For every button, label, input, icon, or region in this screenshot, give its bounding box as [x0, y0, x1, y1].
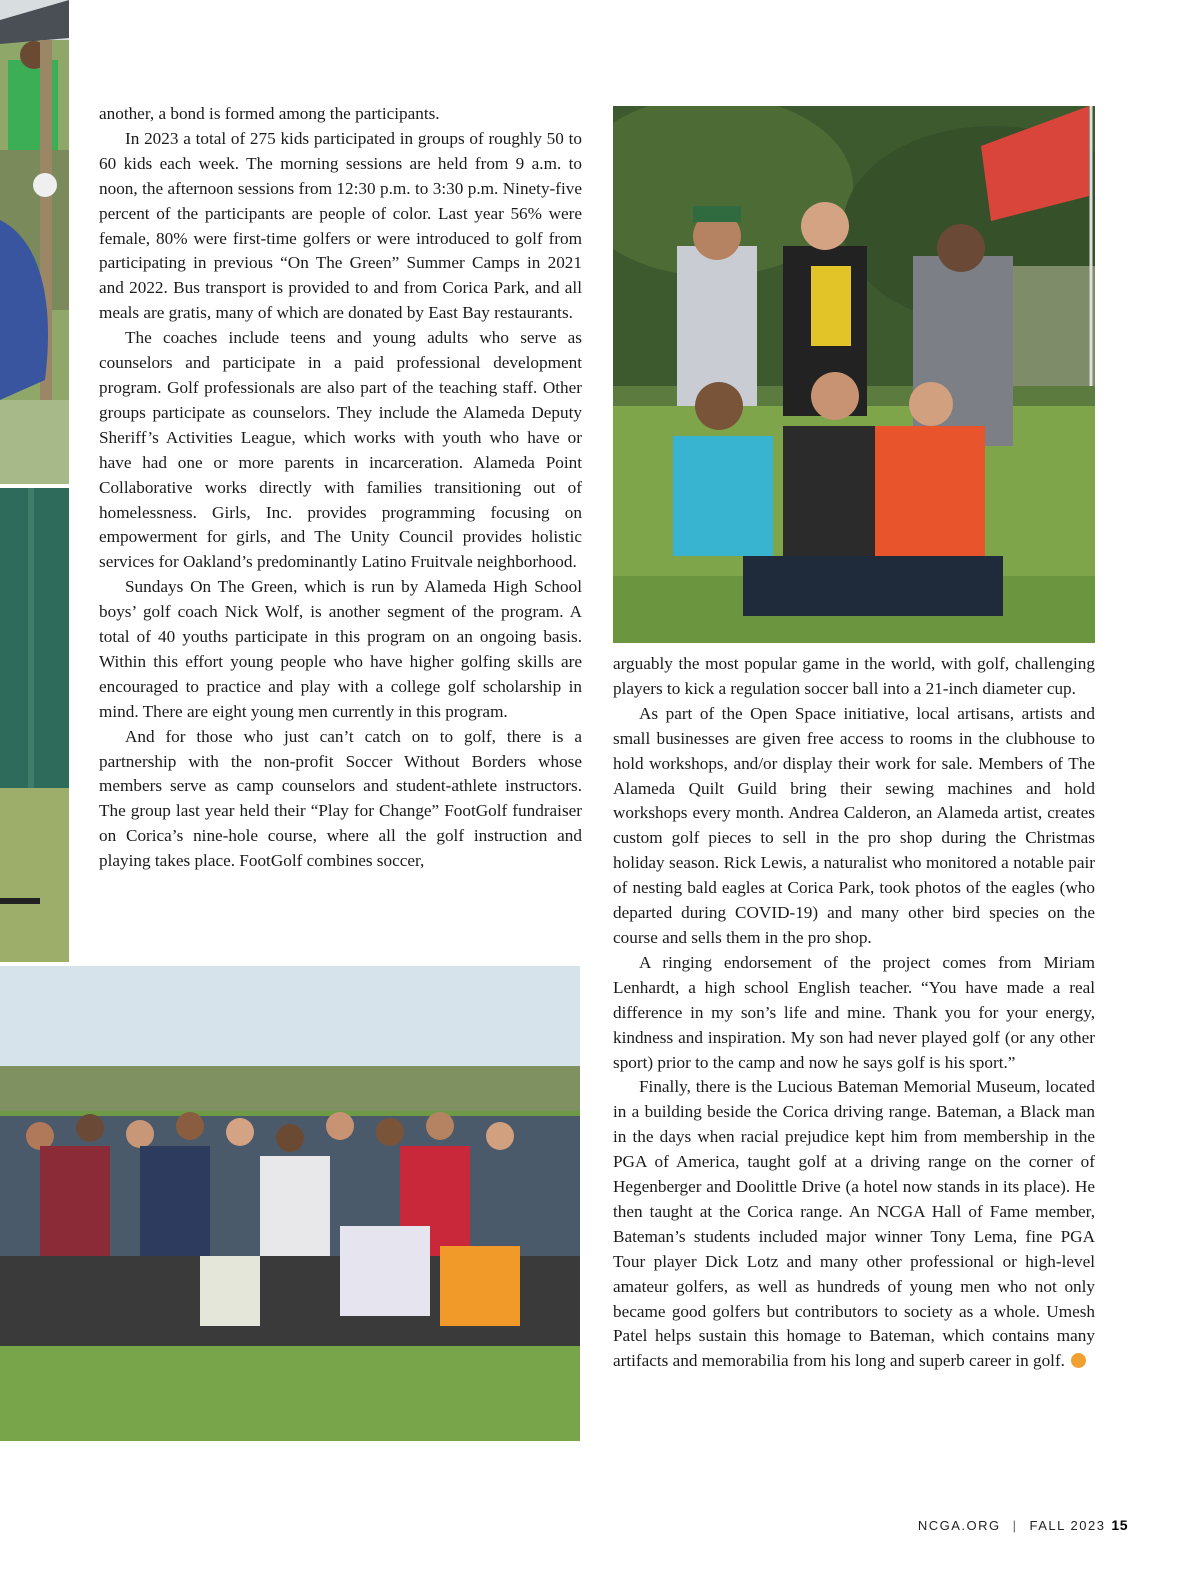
edge-photo-bottom [0, 488, 69, 962]
article-column-left [99, 102, 582, 874]
paragraph: arguably the most popular game in the world, with golf, challenging players to kick a regulation soccer ball into a 21-inch diameter cup. [613, 654, 1095, 698]
article-column-right [613, 652, 1095, 1374]
paragraph: In 2023 a total of 275 kids participated in groups of roughly 50 to 60 kids each week. The morning sessions are held from 9 a.m. to noon, the afternoon sessions from 12:30 p.m. to 3:30 p.m. Ninety-five percent of the participants are people of color. Last year 56% were female, 80% were first-time golfers or were introduced to golf from participating in previous “On The Green” Summer Camps in 2021 and 2022. Bus transport is provided to and from Corica Park, and all meals are gratis, many of which are donated by East Bay restaurants. [99, 128, 582, 323]
paragraph: A ringing endorsement of the project comes from Miriam Lenhardt, a high school English teacher. “You have made a real difference in my son’s life and mine. Thank you for your energy, kindness and inspiration. My son had never played golf (or any other sport) prior to the camp and now he says golf is his sport.” [613, 952, 1095, 1072]
paragraph: another, a bond is formed among the participants. [99, 104, 440, 123]
paragraph-final [613, 1075, 1095, 1374]
footer-separator: | [1012, 1518, 1018, 1533]
footer-site: NCGA.ORG [917, 1518, 1001, 1533]
paragraph: The coaches include teens and young adults who serve as counselors and participate in a paid professional development program. Golf professionals are also part of the teaching staff. Other groups participate as counselors. They include the Alameda Deputy Sheriff’s Activities League, which works with youth who have or have had one or more parents in incarceration. Alameda Point Collaborative works directly with families transitioning out of homelessness. Girls, Inc. provides programming focusing on empowerment for girls, and The Unity Council provides holistic services for Oakland’s predominantly Latino Fruitvale neighborhood. [99, 328, 582, 572]
group-photo-flag [613, 106, 1095, 643]
paragraph: And for those who just can’t catch on to golf, there is a partnership with the non-profit Soccer Without Borders whose members serve as camp counselors and student-athlete instructors. The group last year held their “Play for Change” FootGolf fundraiser on Corica’s nine-hole course, where all the golf instruction and playing takes place. FootGolf combines soccer, [99, 726, 582, 871]
page-footer [918, 1517, 1128, 1533]
footer-issue: FALL 2023 [1029, 1518, 1106, 1533]
edge-photo-top [0, 0, 69, 484]
paragraph: Sundays On The Green, which is run by Alameda High School boys’ golf coach Nick Wolf, is another segment of the program. A total of 40 youths participate in this program on an ongoing basis. Within this effort young people who have higher golfing skills are encouraged to practice and play with a college golf scholarship in mind. There are eight young men currently in this program. [99, 577, 582, 721]
paragraph: As part of the Open Space initiative, local artisans, artists and small businesses are given free access to rooms in the clubhouse to hold workshops, and/or display their work for sale. Members of The Alameda Quilt Guild bring their sewing machines and hold workshops every month. Andrea Calderon, an Alameda artist, creates custom golf pieces to sell in the pro shop during the Christmas holiday season. Rick Lewis, a naturalist who monitored a notable pair of nesting bald eagles at Corica Park, took photos of the eagles (who departed during COVID-19) and many other bird species on the course and sells them in the pro shop. [613, 703, 1095, 947]
group-photo-camp [0, 966, 580, 1441]
page-number: 15 [1111, 1517, 1128, 1533]
paragraph-final-text: Finally, there is the Lucious Bateman Memorial Museum, located in a building beside the Corica driving range. Bateman, a Black man in the days when racial prejudice kept him from membership in the PGA of America, taught golf at a driving range on the corner of Hegenberger and Doolittle Drive (a hotel now stands in its place). He then taught at the Corica range. An NCGA Hall of Fame member, Bateman’s students included major winner Tony Lema, fine PGA Tour player Dick Lotz and many other professional or high-level amateur golfers, as well as hundreds of young men who not only became good golfers but contributors to society as a whole. Umesh Patel helps sustain this homage to Bateman, which contains many artifacts and memorabilia from his long and superb career in golf. [613, 1077, 1095, 1371]
end-mark-icon [1071, 1353, 1086, 1368]
